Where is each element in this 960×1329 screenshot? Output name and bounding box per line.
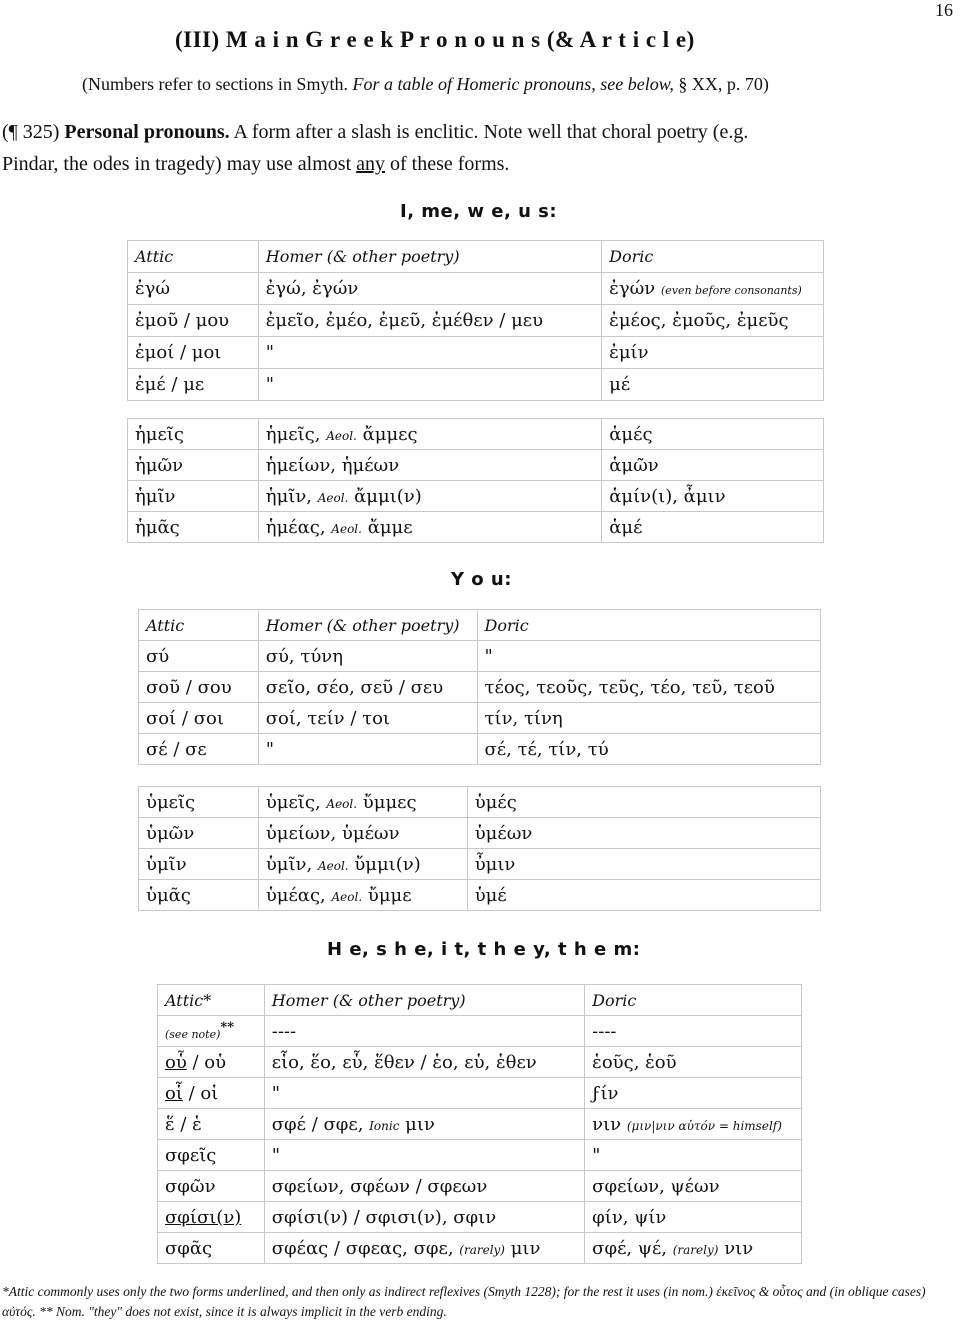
homer-form: σφέας / σφεας, σφε, [271, 1237, 454, 1259]
note-stars: ** [220, 1019, 234, 1035]
cell-homer [258, 419, 601, 450]
cell-attic: ὑμᾶς [139, 880, 259, 911]
cell-homer: " [258, 369, 601, 401]
cell-doric [602, 273, 824, 305]
aeolic-form: ὔμμες [362, 791, 417, 813]
doric-note: (μιν|νιν αὐτόν = himself) [626, 1118, 782, 1133]
cell-homer: " [264, 1078, 584, 1109]
section-heading-he: H e, s h e, i t, t h e y, t h e m: [327, 939, 641, 960]
cell-doric [585, 1109, 802, 1140]
cell-attic: ἡμῖν [128, 481, 259, 512]
homer-form: ὑμεῖς, [265, 791, 321, 813]
cell-doric: ὑμέων [467, 818, 820, 849]
subtitle-pre: (Numbers refer to sections in Smyth. [82, 74, 353, 94]
third-person-table [157, 984, 802, 1264]
aeolic-label: Aeol. [326, 796, 358, 811]
attic-form: / οἱ [182, 1082, 219, 1104]
ionic-label: Ionic [369, 1118, 400, 1133]
homer-form: ὑμῖν, [265, 853, 313, 875]
table-row [158, 1078, 802, 1109]
cell-homer: ἐμεῖο, ἐμέο, ἐμεῦ, ἐμέθεν / μευ [258, 305, 601, 337]
cell-attic: σοῦ / σου [139, 672, 259, 703]
cell-doric: φίν, ψίν [585, 1202, 802, 1233]
table-row [128, 481, 824, 512]
intro-underlined: any [356, 153, 386, 175]
homer-form: ὑμέας, [265, 884, 326, 906]
table-row [158, 1140, 802, 1171]
cell-homer: σεῖο, σέο, σεῦ / σευ [258, 672, 477, 703]
cell-attic: σέ / σε [139, 734, 259, 765]
first-person-plural-table [127, 418, 824, 543]
cell-doric: ἁμίν(ι), ἆμιν [602, 481, 824, 512]
cell-attic: ἡμᾶς [128, 512, 259, 543]
attic-form: / οὑ [186, 1051, 227, 1073]
table-header-row [128, 241, 824, 273]
cell-attic: ἐμοῦ / μου [128, 305, 259, 337]
doric-form: σφέ, ψέ, [592, 1237, 667, 1259]
cell-doric: σέ, τέ, τίν, τύ [477, 734, 820, 765]
section-heading-you: Y o u: [451, 569, 512, 590]
table-row [139, 672, 821, 703]
cell-homer: ἐγώ, ἐγών [258, 273, 601, 305]
rarely-label: (rarely) [672, 1242, 719, 1257]
table-row [128, 419, 824, 450]
cell-homer: σφείων, σφέων / σφεων [264, 1171, 584, 1202]
second-person-singular-table [138, 609, 821, 765]
header-homer: Homer (& other poetry) [258, 610, 477, 641]
table-row [139, 703, 821, 734]
aeolic-label: Aeol. [331, 889, 363, 904]
cell-doric: ἐμίν [602, 337, 824, 369]
header-homer: Homer (& other poetry) [258, 241, 601, 273]
cell-attic [158, 1016, 265, 1047]
header-attic: Attic* [158, 985, 265, 1016]
cell-homer [258, 849, 467, 880]
aeolic-form: ὔμμε [367, 884, 412, 906]
cell-homer [258, 880, 467, 911]
cell-attic: ἕ / ἑ [158, 1109, 265, 1140]
cell-doric: ἐμέος, ἐμοῦς, ἐμεῦς [602, 305, 824, 337]
table-row [139, 849, 821, 880]
cell-homer [258, 481, 601, 512]
cell-doric: σφείων, ψέων [585, 1171, 802, 1202]
cell-doric: τίν, τίνη [477, 703, 820, 734]
cell-attic: σφᾶς [158, 1233, 265, 1264]
first-person-singular-table [127, 240, 824, 401]
intro-text-1: A form after a slash is enclitic. Note well that choral poetry (e.g. [229, 121, 749, 143]
header-doric: Doric [602, 241, 824, 273]
aeolic-label: Aeol. [331, 521, 362, 536]
table-header-row [158, 985, 802, 1016]
homer-form: σφέ / σφε, [271, 1113, 364, 1135]
cell-doric: ὑμέ [467, 880, 820, 911]
cell-doric [585, 1233, 802, 1264]
header-attic: Attic [128, 241, 259, 273]
cell-homer: σφίσι(ν) / σφισι(ν), σφιν [264, 1202, 584, 1233]
cell-homer [264, 1109, 584, 1140]
homer-form: ἡμεῖς, [265, 423, 321, 445]
table-row [128, 512, 824, 543]
cell-attic [158, 1202, 265, 1233]
table-row [139, 818, 821, 849]
ionic-form: μιν [405, 1113, 435, 1135]
doric-form: νιν [592, 1113, 622, 1135]
section-heading-we: I, me, w e, u s: [400, 201, 558, 222]
doric-note: (even before consonants) [660, 284, 802, 297]
cell-homer: σύ, τύνη [258, 641, 477, 672]
cell-attic [158, 1078, 265, 1109]
rarely-label: (rarely) [459, 1242, 505, 1257]
intro-heading: Personal pronouns. [64, 121, 230, 143]
cell-attic: σφεῖς [158, 1140, 265, 1171]
rare-form: νιν [724, 1237, 754, 1259]
cell-homer: " [258, 734, 477, 765]
intro-text-3: of these forms. [385, 153, 510, 175]
cell-doric: ἁμῶν [602, 450, 824, 481]
cell-attic: ἡμῶν [128, 450, 259, 481]
homer-form: ἡμέας, [265, 516, 326, 538]
aeolic-label: Aeol. [317, 858, 349, 873]
cell-doric: ἁμές [602, 419, 824, 450]
aeolic-label: Aeol. [326, 428, 357, 443]
cell-doric: ὖμιν [467, 849, 820, 880]
page-number: 16 [935, 0, 953, 20]
cell-attic: ὑμῶν [139, 818, 259, 849]
aeolic-label: Aeol. [317, 490, 349, 505]
underlined-form: σφίσι(ν) [165, 1206, 242, 1228]
table-row [158, 1171, 802, 1202]
subtitle-post: § XX, p. 70) [673, 74, 769, 94]
cell-doric: μέ [602, 369, 824, 401]
cell-homer: σοί, τείν / τοι [258, 703, 477, 734]
homer-form: ἡμῖν, [265, 485, 313, 507]
table-row [128, 273, 824, 305]
cell-attic: σφῶν [158, 1171, 265, 1202]
cell-homer: ---- [264, 1016, 584, 1047]
page-title: (III) M a i n G r e e k P r o n o u n s (& A r t i c l e) [175, 27, 695, 52]
cell-doric: ὑμές [467, 787, 820, 818]
cell-attic: ἐμέ / με [128, 369, 259, 401]
header-attic: Attic [139, 610, 259, 641]
intro-section-ref: (¶ 325) [2, 121, 65, 143]
subtitle [82, 74, 769, 95]
underlined-form: οὗ [165, 1051, 187, 1073]
underlined-form: οἷ [165, 1082, 183, 1104]
cell-attic: ὑμεῖς [139, 787, 259, 818]
table-row [139, 787, 821, 818]
table-row [139, 641, 821, 672]
table-row [139, 734, 821, 765]
table-row [139, 880, 821, 911]
cell-attic: ἡμεῖς [128, 419, 259, 450]
table-row [158, 1233, 802, 1264]
header-doric: Doric [585, 985, 802, 1016]
table-row [158, 1202, 802, 1233]
cell-attic: ἐμοί / μοι [128, 337, 259, 369]
cell-attic: ὑμῖν [139, 849, 259, 880]
table-row [128, 369, 824, 401]
second-person-plural-table [138, 786, 821, 911]
aeolic-form: ὔμμι(ν) [354, 853, 421, 875]
cell-doric: ---- [585, 1016, 802, 1047]
intro-line-2 [2, 153, 509, 176]
header-homer: Homer (& other poetry) [264, 985, 584, 1016]
subtitle-italic: For a table of Homeric pronouns, see below, [352, 74, 674, 94]
cell-homer: εἷο, ἕο, εὗ, ἕθεν / ἑο, εὑ, ἑθεν [264, 1047, 584, 1078]
cell-homer: " [258, 337, 601, 369]
intro-text-2: Pindar, the odes in tragedy) may use almost [2, 153, 357, 175]
cell-homer [258, 512, 601, 543]
cell-doric: " [585, 1140, 802, 1171]
cell-homer [258, 787, 467, 818]
cell-attic: ἐγώ [128, 273, 259, 305]
cell-homer [264, 1233, 584, 1264]
cell-homer: ὑμείων, ὑμέων [258, 818, 467, 849]
cell-attic [158, 1047, 265, 1078]
cell-doric: τέος, τεοῦς, τεῦς, τέο, τεῦ, τεοῦ [477, 672, 820, 703]
doric-form: ἐγών [609, 278, 656, 299]
header-doric: Doric [477, 610, 820, 641]
cell-attic: σύ [139, 641, 259, 672]
cell-homer: " [264, 1140, 584, 1171]
cell-doric: ἁμέ [602, 512, 824, 543]
rare-form: μιν [510, 1237, 541, 1259]
cell-attic: σοί / σοι [139, 703, 259, 734]
table-header-row [139, 610, 821, 641]
table-row [158, 1109, 802, 1140]
table-row [128, 305, 824, 337]
cell-doric: ϝίν [585, 1078, 802, 1109]
cell-doric: ἑοῦς, ἑοῦ [585, 1047, 802, 1078]
aeolic-form: ἄμμε [367, 516, 413, 538]
table-row [128, 337, 824, 369]
table-row [158, 1016, 802, 1047]
table-row [158, 1047, 802, 1078]
aeolic-form: ἄμμες [362, 423, 418, 445]
cell-homer: ἡμείων, ἡμέων [258, 450, 601, 481]
cell-doric: " [477, 641, 820, 672]
aeolic-form: ἄμμι(ν) [354, 485, 422, 507]
table-row [128, 450, 824, 481]
intro-line-1 [2, 121, 748, 144]
see-note-label: (see note) [165, 1027, 221, 1041]
footnote: *Attic commonly uses only the two forms underlined, and then only as indirect reflexives (Smyth 1228); for the rest it uses (in nom.) ἐκεῖνος & οὗτος and (in oblique cases) αὐτός. ** Nom. "they" does not exist, since it is always implicit in the verb ending. [2, 1284, 926, 1319]
